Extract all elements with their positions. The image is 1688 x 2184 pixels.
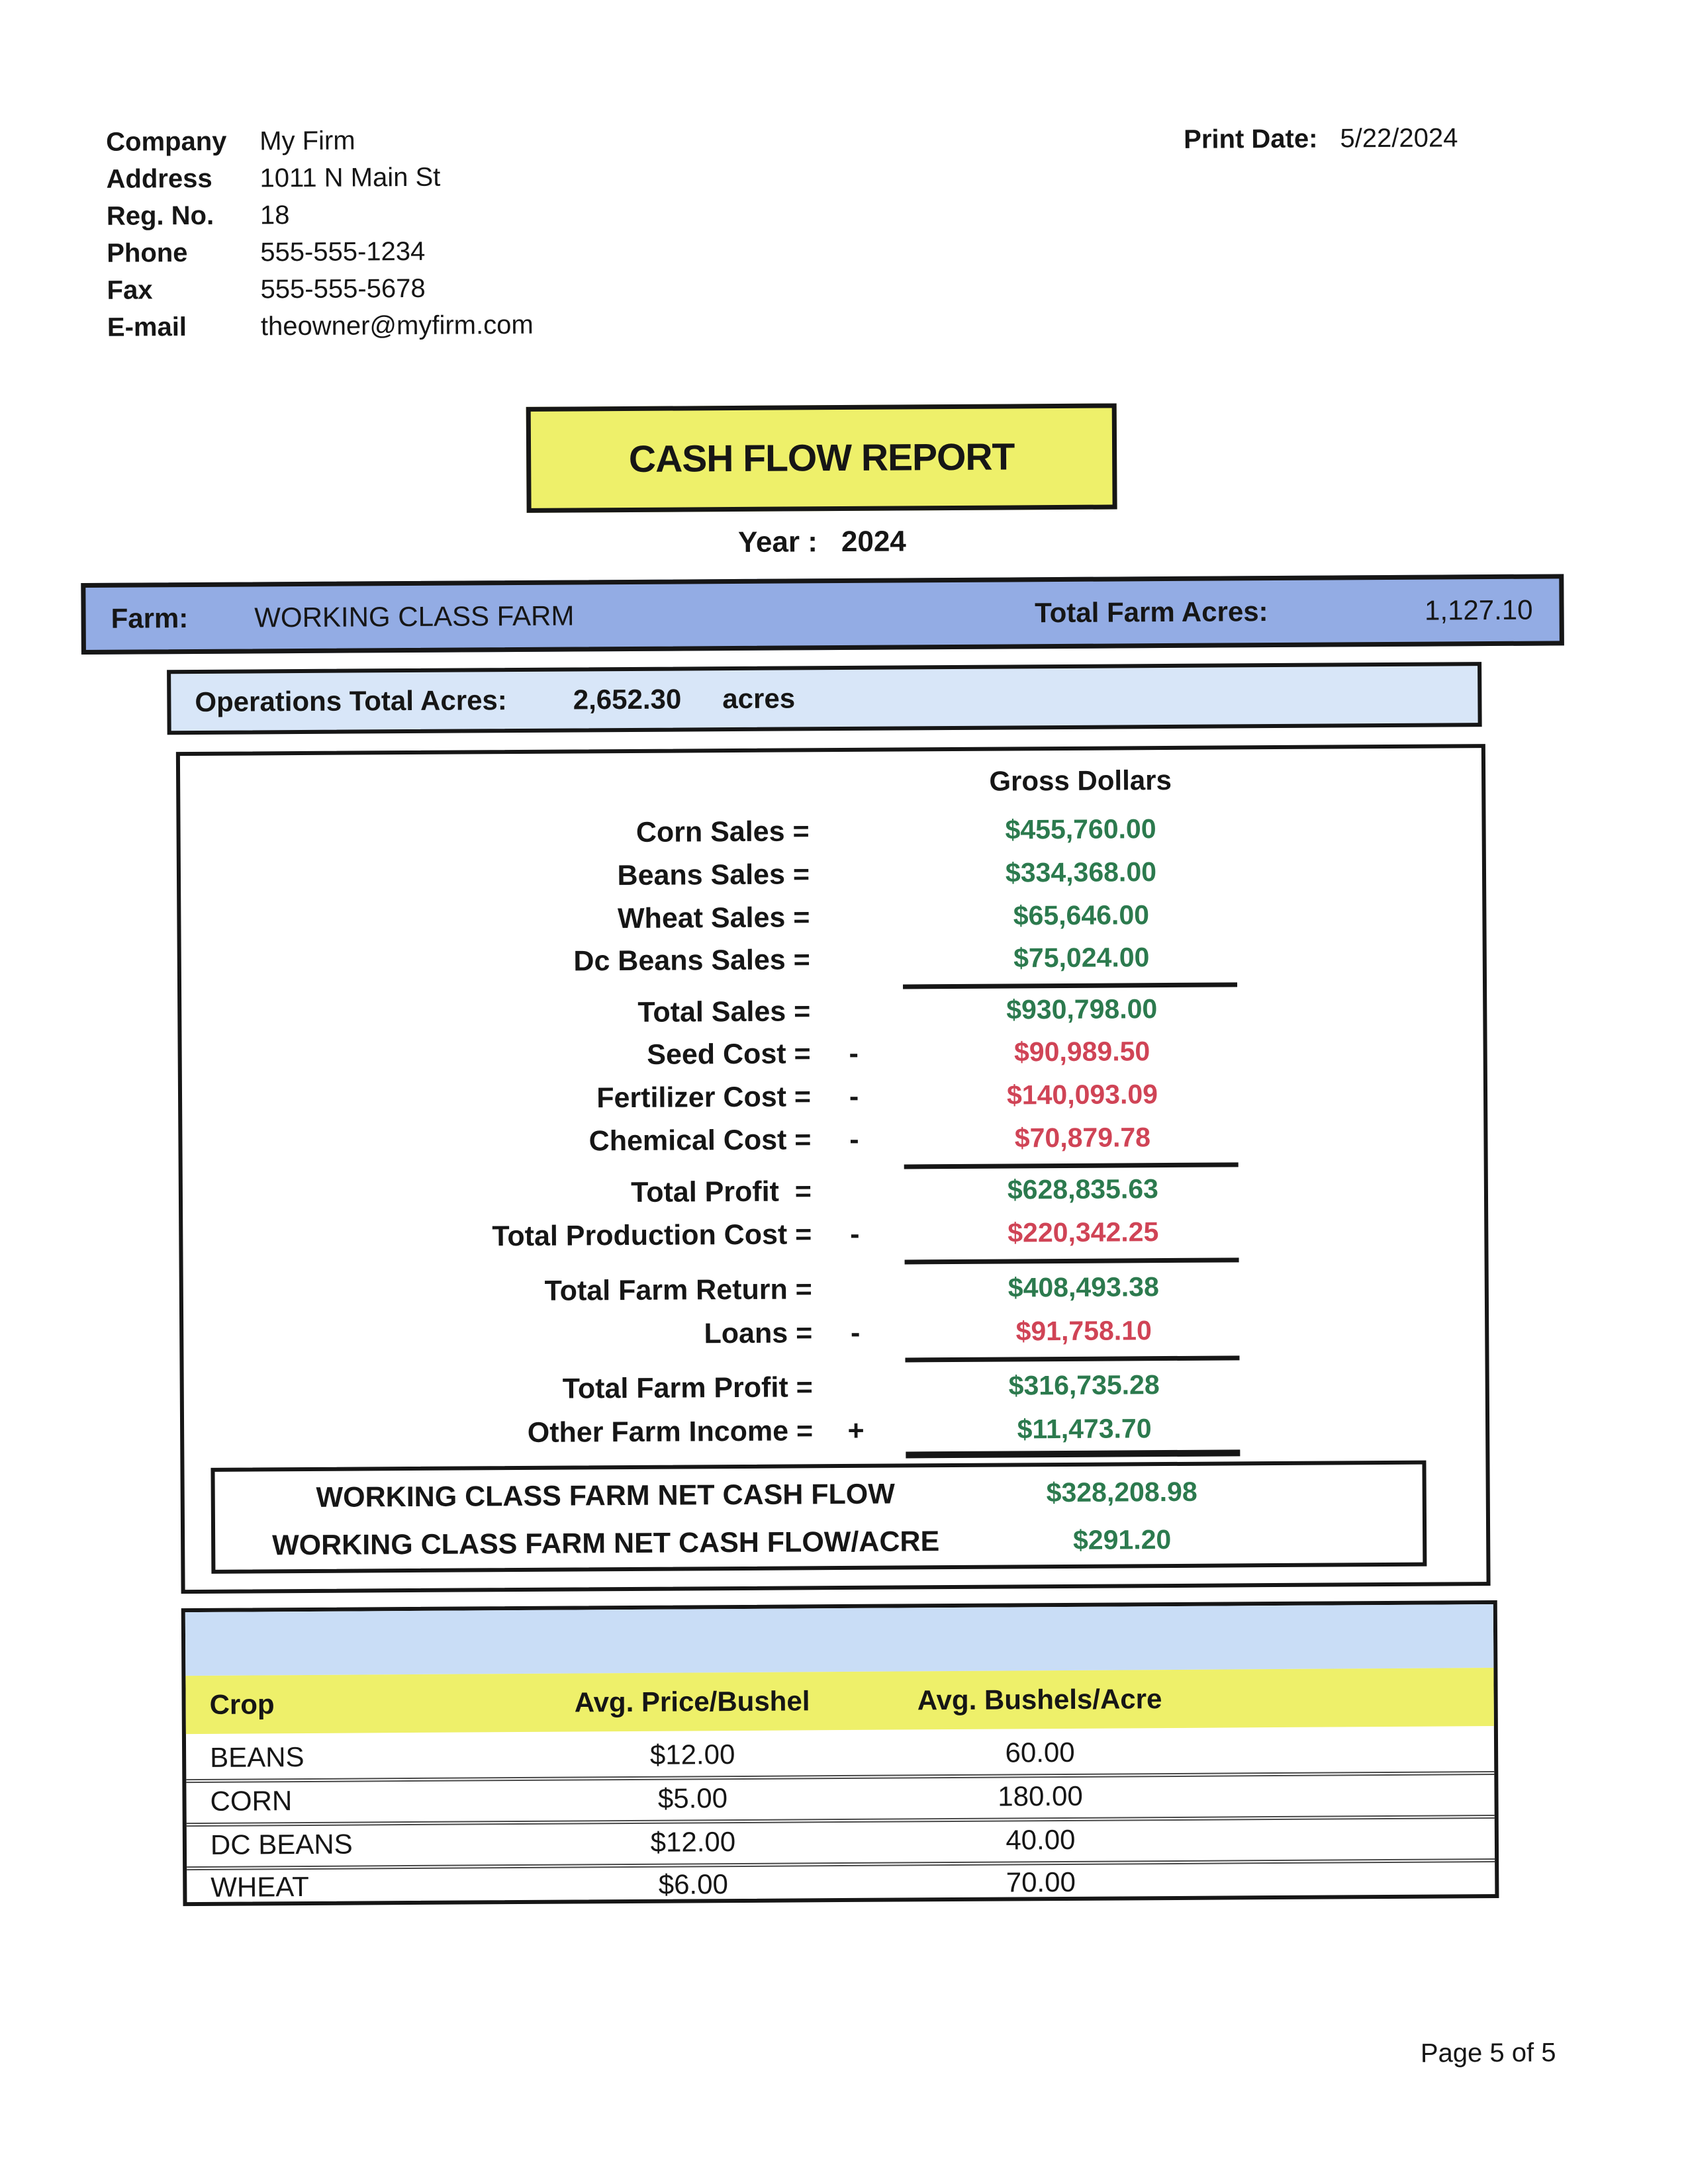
crop-name: CORN [210, 1785, 293, 1817]
row-label: Chemical Cost = [588, 1124, 812, 1158]
statement-row-total-farm-return [183, 1269, 1485, 1310]
net-cash-flow-per-acre-label: WORKING CLASS FARM NET CASH FLOW/ACRE [271, 1525, 940, 1562]
gross-dollars-header-row [180, 762, 1481, 802]
statement-row-other-farm-income [184, 1411, 1485, 1451]
crop-name: WHEAT [211, 1870, 310, 1903]
subtotal-rule [905, 1355, 1239, 1362]
farm-header-bar [81, 574, 1564, 655]
price-column-header: Avg. Price/Bushel [574, 1685, 810, 1718]
net-cash-flow-per-acre-row [215, 1523, 1423, 1563]
row-value: $140,093.09 [1006, 1079, 1158, 1111]
row-value: $408,493.38 [1008, 1271, 1159, 1303]
net-cash-flow-row [215, 1475, 1423, 1515]
report-title-box [526, 403, 1117, 512]
crop-table-header-row [185, 1668, 1494, 1734]
row-value: $334,368.00 [1005, 856, 1157, 888]
row-label: Wheat Sales = [617, 901, 810, 935]
crop-price: $5.00 [657, 1782, 728, 1814]
statement-row-total-profit [183, 1171, 1484, 1212]
statement-row-loans [183, 1313, 1485, 1353]
row-value: $11,473.70 [1017, 1413, 1152, 1445]
statement-row-dc-beans-sales [181, 940, 1483, 980]
operations-total-acres-bar [167, 662, 1482, 735]
bushels-column-header: Avg. Bushels/Acre [917, 1683, 1162, 1716]
subtotal-rule [903, 982, 1237, 989]
row-sign [809, 815, 895, 848]
row-value: $316,735.28 [1008, 1369, 1160, 1401]
subtotal-rule [905, 1257, 1239, 1264]
row-value: $75,024.00 [1013, 942, 1150, 974]
grand-total-rule [906, 1449, 1240, 1458]
subtotal-rule [904, 1162, 1239, 1169]
row-sign: + [847, 1414, 865, 1447]
farm-label: Farm: [111, 602, 189, 634]
statement-row-wheat-sales [181, 897, 1482, 938]
total-farm-acres-label: Total Farm Acres: [1035, 596, 1268, 629]
email-label: E-mail [107, 312, 187, 342]
company-value: My Firm [259, 126, 355, 156]
row-sign [810, 901, 896, 934]
row-label: Seed Cost = [647, 1038, 811, 1071]
row-label: Total Sales = [637, 995, 811, 1028]
row-sign [812, 1273, 898, 1306]
total-farm-acres-value: 1,127.10 [1424, 594, 1533, 626]
company-info-block [106, 125, 534, 342]
row-value: $220,342.25 [1008, 1216, 1159, 1248]
crop-price-table [181, 1600, 1499, 1906]
report-year-line [527, 523, 1117, 560]
row-value: $65,646.00 [1013, 899, 1150, 931]
statement-row-fertilizer-cost [182, 1077, 1483, 1117]
row-label: Fertilizer Cost = [596, 1081, 812, 1115]
reg-no-value: 18 [259, 201, 290, 230]
row-label: Total Farm Return = [544, 1273, 812, 1307]
row-sign [810, 995, 896, 1028]
row-value: $90,989.50 [1013, 1036, 1150, 1068]
statement-row-total-production-cost [183, 1214, 1484, 1255]
crop-row-corn [186, 1778, 1494, 1817]
row-label: Other Farm Income = [527, 1415, 814, 1449]
statement-row-beans-sales [181, 854, 1482, 895]
statement-row-total-sales [181, 991, 1483, 1032]
crop-name: DC BEANS [210, 1828, 353, 1860]
row-label: Beans Sales = [617, 858, 810, 892]
statement-row-seed-cost [182, 1034, 1483, 1074]
row-sign: - [850, 1218, 860, 1250]
row-sign [813, 1371, 899, 1404]
print-date [1184, 123, 1458, 155]
page-number: Page 5 of 5 [1420, 2038, 1556, 2068]
row-sign [810, 858, 896, 891]
phone-label: Phone [107, 238, 188, 268]
statement-row-chemical-cost [182, 1120, 1483, 1160]
fax-label: Fax [107, 275, 153, 305]
operations-acres-label: Operations Total Acres: [195, 684, 507, 717]
net-cash-flow-box [211, 1461, 1427, 1574]
company-label: Company [106, 126, 227, 157]
crop-price: $6.00 [658, 1868, 729, 1900]
phone-value: 555-555-1234 [260, 236, 426, 267]
address-value: 1011 N Main St [259, 162, 441, 193]
crop-column-header: Crop [209, 1688, 275, 1720]
farm-name: WORKING CLASS FARM [254, 600, 575, 633]
year-label: Year : [737, 525, 818, 559]
print-date-label: Print Date: [1184, 124, 1318, 154]
row-value: $930,798.00 [1006, 993, 1158, 1025]
cash-flow-statement-box [176, 744, 1491, 1594]
operations-acres-unit: acres [722, 682, 796, 715]
row-value: $70,879.78 [1014, 1122, 1151, 1154]
row-sign: - [849, 1037, 859, 1069]
fax-value: 555-555-5678 [260, 273, 426, 304]
row-label: Corn Sales = [635, 815, 810, 848]
crop-table-top-band [185, 1604, 1494, 1676]
email-value: theowner@myfirm.com [260, 310, 534, 341]
address-label: Address [106, 163, 212, 194]
row-label: Loans = [704, 1317, 813, 1350]
crop-row-dc-beans [187, 1821, 1495, 1861]
statement-row-total-farm-profit [184, 1367, 1485, 1408]
net-cash-flow-per-acre-value: $291.20 [1072, 1524, 1172, 1555]
crop-name: BEANS [209, 1741, 305, 1773]
row-label: Total Farm Profit = [562, 1371, 813, 1405]
crop-bushels: 40.00 [1006, 1823, 1076, 1856]
row-sign [810, 944, 896, 977]
row-label: Total Profit = [631, 1175, 812, 1208]
crop-bushels: 70.00 [1006, 1866, 1076, 1898]
row-sign: - [850, 1316, 861, 1349]
statement-row-corn-sales [180, 811, 1481, 852]
crop-bushels: 180.00 [998, 1780, 1083, 1812]
row-label: Total Production Cost = [492, 1218, 812, 1253]
crop-bushels: 60.00 [1005, 1736, 1075, 1768]
report-title: CASH FLOW REPORT [628, 435, 1015, 480]
year-value: 2024 [841, 525, 906, 559]
crop-price: $12.00 [650, 1826, 736, 1858]
crop-price: $12.00 [649, 1739, 735, 1770]
row-value: $628,835.63 [1007, 1173, 1159, 1205]
row-value: $455,760.00 [1005, 813, 1156, 845]
operations-acres-value: 2,652.30 [573, 683, 682, 715]
net-cash-flow-label: WORKING CLASS FARM NET CASH FLOW [316, 1478, 896, 1514]
row-sign: - [849, 1080, 859, 1113]
net-cash-flow-value: $328,208.98 [1046, 1476, 1197, 1508]
row-sign: - [849, 1123, 859, 1156]
row-label: Dc Beans Sales = [573, 944, 810, 978]
gross-dollars-header: Gross Dollars [989, 764, 1172, 797]
crop-row-beans [186, 1734, 1494, 1774]
print-date-value: 5/22/2024 [1340, 123, 1458, 154]
row-sign [812, 1175, 898, 1208]
crop-row-wheat [187, 1864, 1495, 1903]
row-value: $91,758.10 [1015, 1315, 1152, 1347]
reg-no-label: Reg. No. [106, 201, 214, 231]
